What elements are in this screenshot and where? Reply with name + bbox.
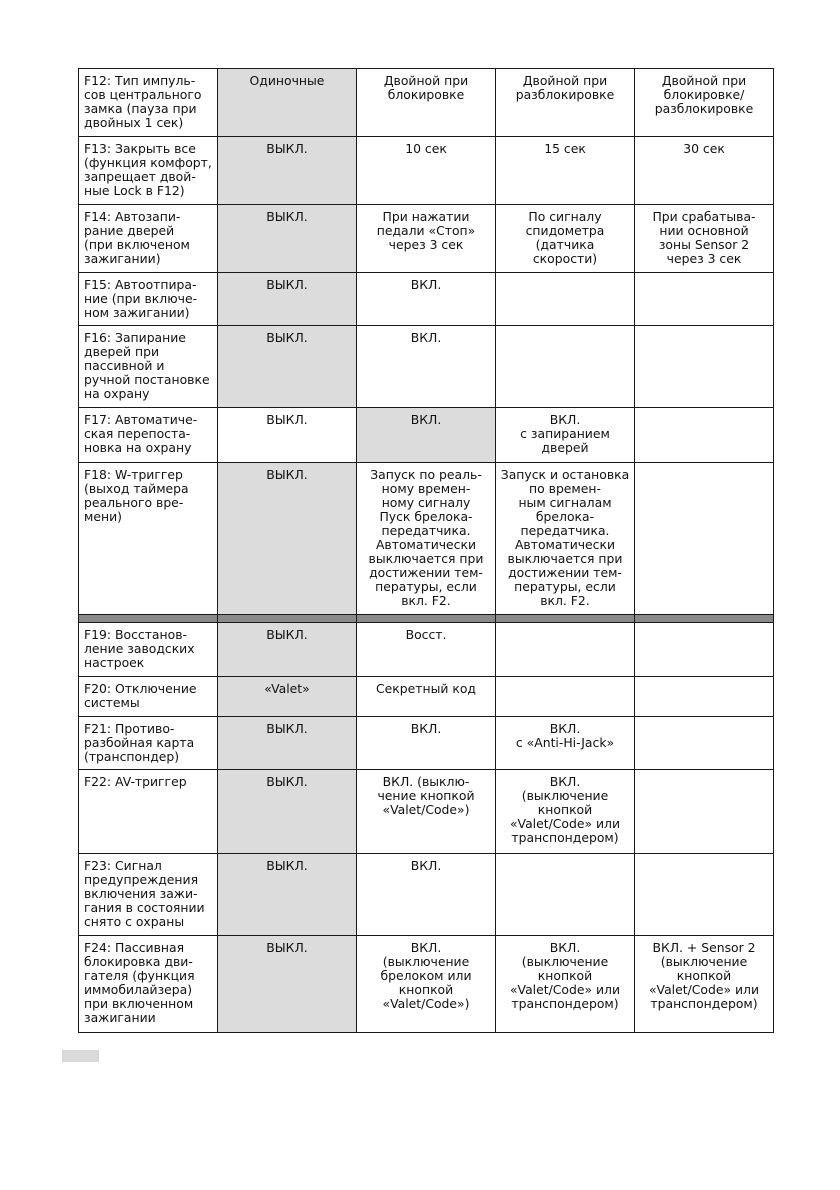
option-value-4 [635, 854, 774, 936]
option-value-2: ВКЛ. [357, 717, 496, 770]
function-label: F21: Противо- разбойная карта (транспондер) [79, 717, 218, 770]
divider-cell [79, 615, 218, 623]
function-row [79, 854, 774, 936]
option-value-1: ВЫКЛ. [218, 273, 357, 326]
option-value-1: ВЫКЛ. [218, 717, 357, 770]
section-divider [79, 615, 774, 623]
option-value-3: ВКЛ. с запиранием дверей [496, 408, 635, 463]
option-value-3: ВКЛ. (выключение кнопкой «Valet/Code» или транспондером) [496, 770, 635, 854]
option-value-4 [635, 770, 774, 854]
function-row [79, 205, 774, 273]
option-value-1: ВЫКЛ. [218, 854, 357, 936]
function-label: F15: Автоотпира- ние (при включе- ном зажигании) [79, 273, 218, 326]
function-row [79, 137, 774, 205]
function-row [79, 717, 774, 770]
function-row [79, 273, 774, 326]
function-label: F14: Автозапи- рание дверей (при включеном зажигании) [79, 205, 218, 273]
option-value-4: 30 сек [635, 137, 774, 205]
divider-cell [218, 615, 357, 623]
option-value-4 [635, 623, 774, 677]
option-value-4: ВКЛ. + Sensor 2 (выключение кнопкой «Valet/Code» или транспондером) [635, 936, 774, 1033]
function-row [79, 408, 774, 463]
function-label: F12: Тип импуль- сов центрального замка (пауза при двойных 1 сек) [79, 69, 218, 137]
function-row [79, 623, 774, 677]
option-value-4 [635, 326, 774, 408]
option-value-1: Одиночные [218, 69, 357, 137]
option-value-3 [496, 273, 635, 326]
function-row [79, 463, 774, 615]
option-value-2: Запуск по реаль- ному времен- ному сигналу Пуск брелока- передатчика. Автоматически выключается при достижении тем- пературы, если вкл. F2. [357, 463, 496, 615]
option-value-1: ВЫКЛ. [218, 463, 357, 615]
option-value-2: Секретный код [357, 677, 496, 717]
option-value-1: «Valet» [218, 677, 357, 717]
option-value-4 [635, 273, 774, 326]
option-value-2: ВКЛ. [357, 326, 496, 408]
option-value-2: Восст. [357, 623, 496, 677]
option-value-1: ВЫКЛ. [218, 326, 357, 408]
option-value-2: При нажатии педали «Стоп» через 3 сек [357, 205, 496, 273]
option-value-1: ВЫКЛ. [218, 408, 357, 463]
settings-table [78, 68, 774, 1033]
option-value-3: По сигналу спидометра (датчика скорости) [496, 205, 635, 273]
option-value-3 [496, 623, 635, 677]
option-value-1: ВЫКЛ. [218, 137, 357, 205]
option-value-4 [635, 677, 774, 717]
function-row [79, 69, 774, 137]
settings-table-body [79, 69, 774, 1033]
option-value-3: Двойной при разблокировке [496, 69, 635, 137]
function-label: F17: Автоматиче- ская перепоста- новка на охрану [79, 408, 218, 463]
option-value-3: Запуск и остановка по времен- ным сигналам брелока- передатчика. Автоматически выключается при достижении тем- пературы, если вкл. F2. [496, 463, 635, 615]
option-value-4 [635, 463, 774, 615]
function-label: F23: Сигнал предупреждения включения зажи- гания в состоянии снято с охраны [79, 854, 218, 936]
option-value-2: 10 сек [357, 137, 496, 205]
option-value-4: При срабатыва- нии основной зоны Sensor 2 через 3 сек [635, 205, 774, 273]
function-row [79, 677, 774, 717]
option-value-2: ВКЛ. (выключение брелоком или кнопкой «Valet/Code») [357, 936, 496, 1033]
function-label: F24: Пассивная блокировка дви- гателя (функция иммобилайзера) при включенном зажигании [79, 936, 218, 1033]
function-label: F16: Запирание дверей при пассивной и ручной постановке на охрану [79, 326, 218, 408]
option-value-3 [496, 677, 635, 717]
option-value-4: Двойной при блокировке/ разблокировке [635, 69, 774, 137]
option-value-1: ВЫКЛ. [218, 205, 357, 273]
function-row [79, 936, 774, 1033]
function-label: F20: Отключение системы [79, 677, 218, 717]
option-value-3 [496, 854, 635, 936]
option-value-1: ВЫКЛ. [218, 623, 357, 677]
option-value-2: ВКЛ. [357, 854, 496, 936]
option-value-2: Двойной при блокировке [357, 69, 496, 137]
function-label: F19: Восстанов- ление заводских настроек [79, 623, 218, 677]
option-value-1: ВЫКЛ. [218, 936, 357, 1033]
option-value-3: ВКЛ. с «Anti-Hi-Jack» [496, 717, 635, 770]
function-row [79, 770, 774, 854]
option-value-2: ВКЛ. [357, 273, 496, 326]
option-value-2: ВКЛ. [357, 408, 496, 463]
function-label: F18: W-триггер (выход таймера реального вре- мени) [79, 463, 218, 615]
divider-cell [635, 615, 774, 623]
default-value-legend-swatch [62, 1050, 99, 1062]
function-label: F13: Закрыть все (функция комфорт, запрещает двой- ные Lock в F12) [79, 137, 218, 205]
function-row [79, 326, 774, 408]
option-value-3: 15 сек [496, 137, 635, 205]
divider-cell [496, 615, 635, 623]
option-value-3 [496, 326, 635, 408]
option-value-1: ВЫКЛ. [218, 770, 357, 854]
divider-cell [357, 615, 496, 623]
option-value-4 [635, 408, 774, 463]
option-value-3: ВКЛ. (выключение кнопкой «Valet/Code» или транспондером) [496, 936, 635, 1033]
option-value-4 [635, 717, 774, 770]
function-label: F22: AV-триггер [79, 770, 218, 854]
option-value-2: ВКЛ. (выклю- чение кнопкой «Valet/Code») [357, 770, 496, 854]
